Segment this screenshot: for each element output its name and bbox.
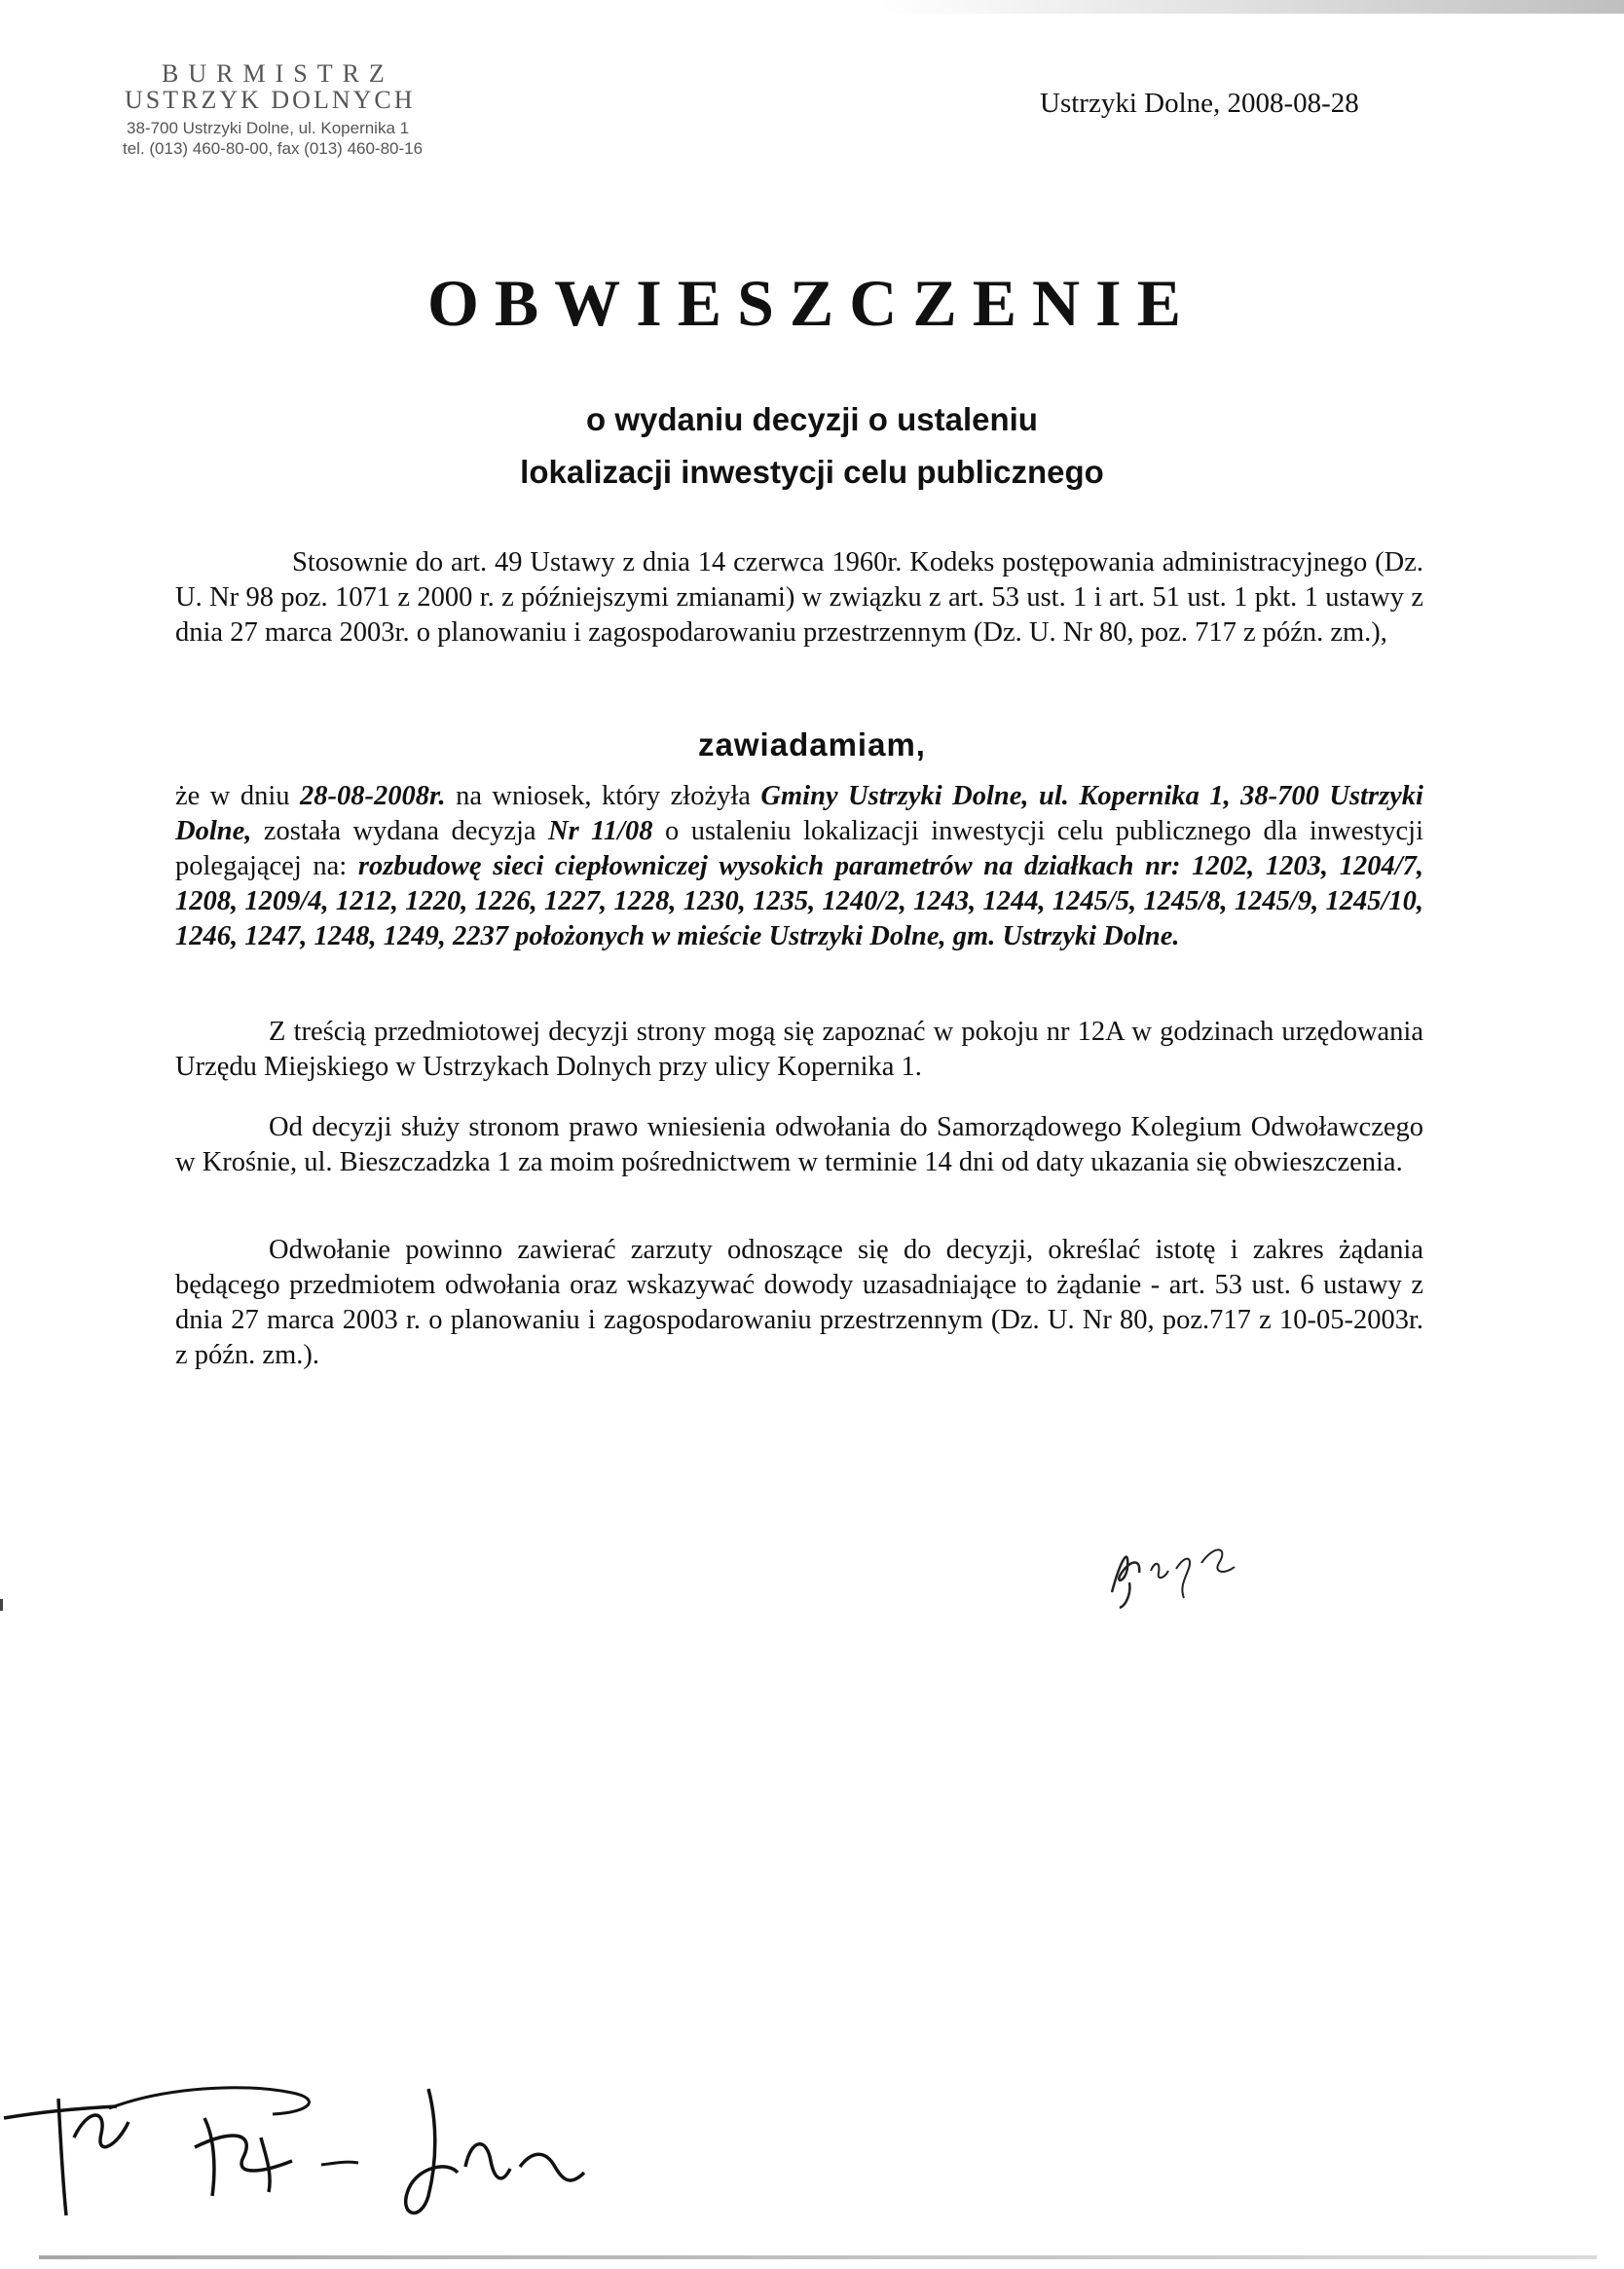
initials-signature [1100, 1524, 1256, 1612]
document-subtitle-line-2: lokalizacji inwestycji celu publicznego [520, 454, 1104, 490]
inspection-paragraph: Z treścią przedmiotowej decyzji strony mogą się zapoznać w pokoju nr 12A w godzinach urzędowania Urzędu Miejskiego w Ustrzykach Dolnych przy ulicy Kopernika 1. [175, 1017, 1423, 1082]
stamp-line-address: 38-700 Ustrzyki Dolne, ul. Kopernika 1 [127, 118, 410, 137]
appeal-paragraph: Od decyzji służy stronom prawo wniesienia odwołania do Samorządowego Kolegium Odwoławczego w Krośnie, ul. Bieszczadzka 1 za moim pośrednictwem w terminie 14 dni od daty ukazania się obwieszczenia. [175, 1112, 1423, 1177]
applicant-name: Gminy Ustrzyki Dolne, ul. Kopernika 1, 38-700 Ustrzyki Dolne, [175, 781, 1423, 846]
stamp-line-town: USTRZYK DOLNYCH [125, 86, 416, 115]
decision-text-2: na wniosek, który złożyła [445, 781, 761, 811]
stamp-line-phone: tel. (013) 460-80-00, fax (013) 460-80-16 [123, 139, 424, 159]
document-title: OBWIESZCZENIE [427, 266, 1197, 340]
decision-paragraph [175, 779, 1423, 954]
stamp-line-office: BURMISTRZ [162, 59, 394, 88]
office-stamp [88, 60, 497, 158]
announcement-heading: zawiadamiam, [698, 726, 926, 763]
decision-text-4: o ustaleniu lokalizacji inwestycji celu publicznego dla inwestycji polegającej na: [175, 816, 1423, 881]
document-subtitle-line-1: o wydaniu decyzji o ustaleniu [586, 401, 1038, 437]
scan-mark [0, 1599, 3, 1611]
decision-number: Nr 11/08 [548, 816, 653, 846]
appeal-requirements-paragraph: Odwołanie powinno zawierać zarzuty odnoszące się do decyzji, określać istotę i zakres żądania będącego przedmiotem odwołania oraz wskazywać dowody uzasadniające to żądanie - art. 53 ust. 6 ustawy z dnia 27 marca 2003 r. o planowaniu i zagospodarowaniu przestrzennym (Dz. U. Nr 80, poz.717 z 10-05-2003r. z późn. zm.). [175, 1235, 1423, 1370]
scan-edge-shadow-bottom [39, 2255, 1597, 2259]
mayor-signature [0, 2079, 604, 2225]
investment-description: rozbudowę sieci ciepłowniczej wysokich parametrów na działkach nr: 1202, 1203, 1204/7, 1208, 1209/4, 1212, 1220, 1226, 1227, 1228, 1230, 1235, 1240/2, 1243, 1244, 1245/5, 1245/8, 1245/9, 1245/10, 1246, 1247, 1248, 1249, 2237 położonych w mieście Ustrzyki Dolne, gm. Ustrzyki Dolne. [175, 851, 1423, 951]
document-date: Ustrzyki Dolne, 2008-08-28 [1040, 88, 1359, 119]
scan-edge-shadow [876, 0, 1624, 14]
legal-basis-paragraph: Stosownie do art. 49 Ustawy z dnia 14 czerwca 1960r. Kodeks postępowania administracyjnego (Dz. U. Nr 98 poz. 1071 z 2000 r. z późniejszymi zmianami) w związku z art. 53 ust. 1 i art. 51 ust. 1 pkt. 1 ustawy z dnia 27 marca 2003r. o planowaniu i zagospodarowaniu przestrzennym (Dz. U. Nr 80, poz. 717 z późn. zm.), [175, 547, 1423, 648]
decision-text-3: została wydana decyzja [251, 816, 549, 846]
decision-date: 28-08-2008r. [299, 781, 446, 811]
decision-text-1: że w dniu [175, 781, 300, 811]
